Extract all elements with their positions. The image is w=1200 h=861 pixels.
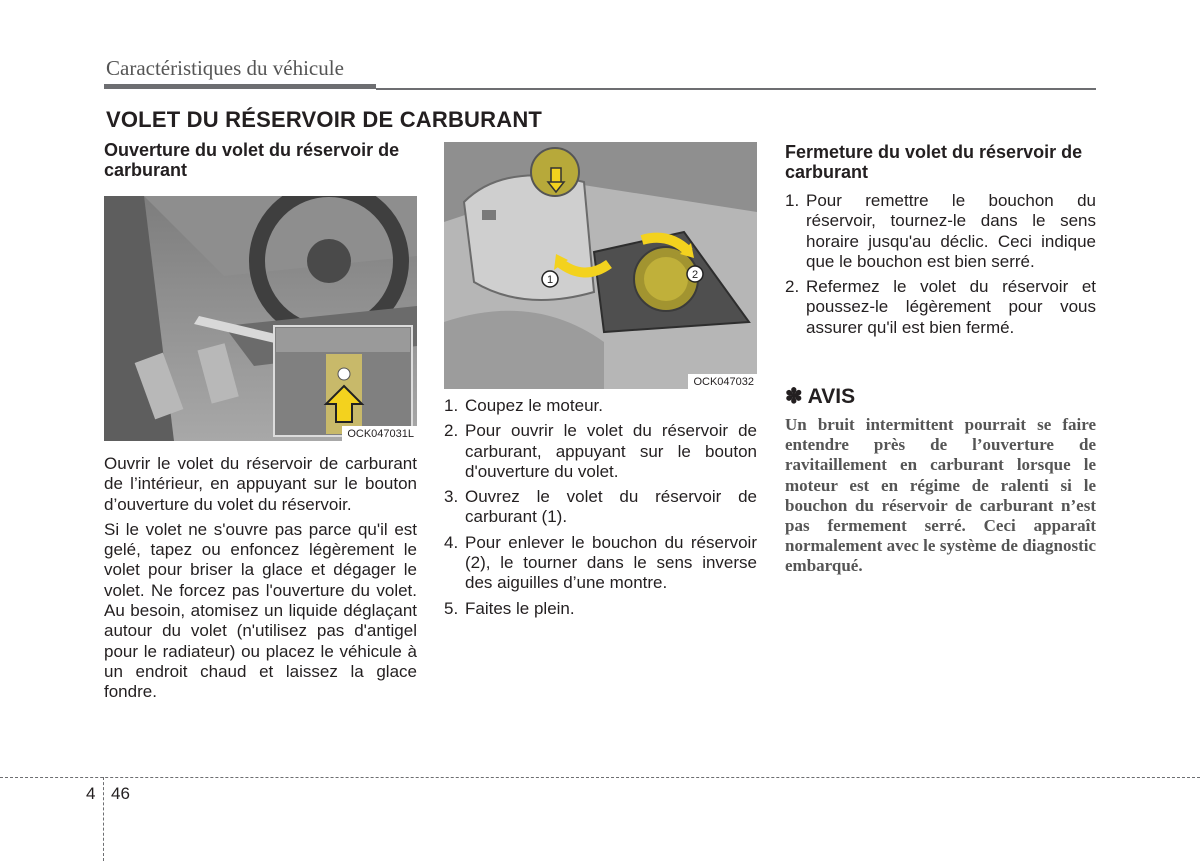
paragraph: Si le volet ne s'ouvre pas parce qu'il est gelé, tapez ou enfoncez légèrement le volet pour briser la glace et dégager le volet. Ne forcez pas l'ouverture du volet. Au besoin, atomisez un liquide déglaçant autour du volet (n'utilisez pas d'antigel pour le radiateur) ou placez le véhicule à un endroit chaud et laissez la glace fondre. <box>104 519 417 702</box>
closing-steps <box>785 191 1096 343</box>
list-item <box>785 191 1096 272</box>
step-text: Refermez le volet du réservoir et poussez-le légèrement pour vous assurer qu'il est bien fermé. <box>806 277 1096 337</box>
step-number: 1. <box>785 191 800 210</box>
header-rule-thin <box>376 88 1096 90</box>
callout-1: 1 <box>546 274 554 286</box>
step-text: Coupez le moteur. <box>465 396 603 415</box>
step-number: 2. <box>444 421 459 441</box>
fuel-door-illustration <box>444 142 757 389</box>
step-text: Pour ouvrir le volet du réservoir de carburant, appuyant sur le bouton d'ouverture du volet. <box>465 421 757 481</box>
opening-body <box>104 454 417 708</box>
section-title: VOLET DU RÉSERVOIR DE CARBURANT <box>106 107 543 132</box>
step-text: Ouvrez le volet du réservoir de carburant (1). <box>465 487 757 527</box>
step-number: 2. <box>785 277 800 297</box>
opening-heading: Ouverture du volet du réservoir de carburant <box>104 140 400 180</box>
list-item <box>444 487 757 528</box>
header-rule-thick <box>104 84 376 89</box>
figure-fuel-door <box>444 142 757 389</box>
closing-heading: Fermeture du volet du réservoir de carburant <box>785 142 1083 182</box>
chapter-number: 4 <box>86 784 96 803</box>
paragraph: Ouvrir le volet du réservoir de carburant de l’intérieur, en appuyant sur le bouton d’ouverture du volet du réservoir. <box>104 454 417 514</box>
figure-label: OCK047031L <box>342 426 417 441</box>
list-item <box>785 277 1096 338</box>
step-number: 4. <box>444 532 459 552</box>
step-text: Faites le plein. <box>465 598 575 618</box>
figure-label: OCK047032 <box>688 374 757 389</box>
step-number: 1. <box>444 396 459 415</box>
notice-title: AVIS <box>807 385 856 408</box>
page-number: 46 <box>111 784 130 803</box>
list-item <box>444 421 757 482</box>
list-item <box>444 533 757 594</box>
notice-text: Un bruit intermittent pourrait se faire entendre près de l’ouverture de ravitaillement en carburant lorsque le moteur est en régime de ralenti si le bouchon du réservoir de carburant n’est pas fermement serré. Ceci apparaît normalement avec le système de diagnostic embarqué. <box>785 415 1096 576</box>
step-text: Pour enlever le bouchon du réservoir (2), le tourner dans le sens inverse des aiguilles d’une montre. <box>465 532 757 593</box>
procedure-steps <box>444 396 757 624</box>
footer-divider <box>103 777 104 861</box>
callout-2: 2 <box>691 269 699 281</box>
running-header: Caractéristiques du véhicule <box>106 56 344 80</box>
step-text: Pour remettre le bouchon du réservoir, tournez-le dans le sens horaire jusqu'au déclic. Ceci indique que le bouchon est bien serré. <box>806 191 1096 271</box>
list-item <box>444 599 757 619</box>
footer-rule <box>0 777 1200 778</box>
list-item <box>444 396 757 416</box>
dashboard-illustration <box>104 196 417 441</box>
notice-heading <box>785 384 855 409</box>
asterisk-icon: ✽ <box>785 385 803 408</box>
step-number: 5. <box>444 598 459 618</box>
step-number: 3. <box>444 487 459 507</box>
figure-dashboard <box>104 196 417 441</box>
